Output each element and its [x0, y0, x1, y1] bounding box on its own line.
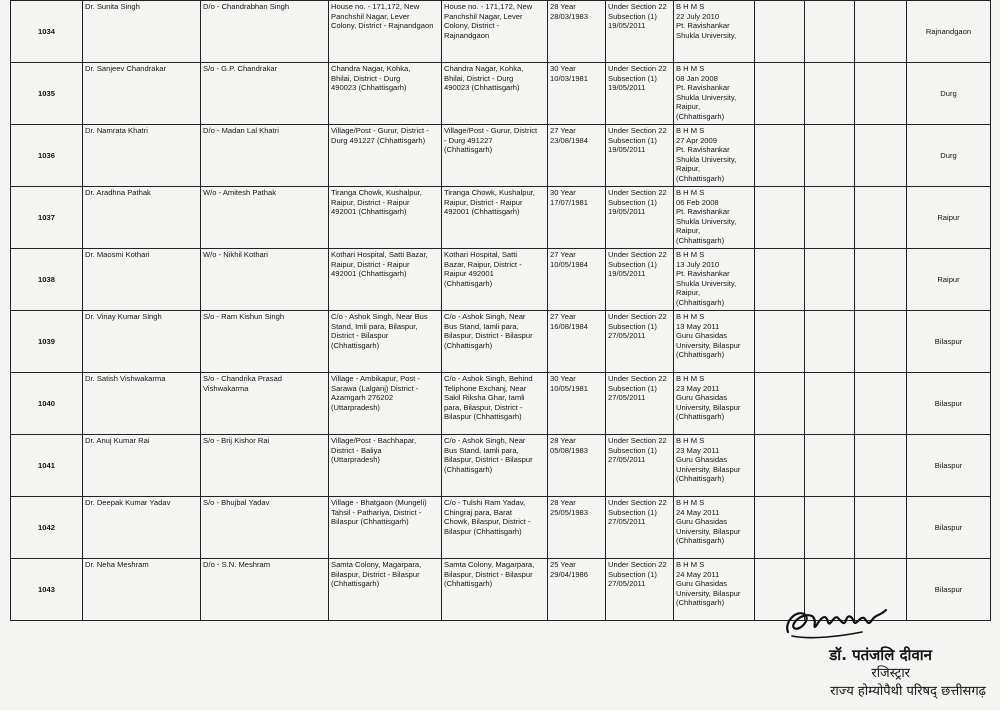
- empty-cell: [855, 187, 907, 249]
- qualification: B H M S 27 Apr 2009 Pt. Ravishankar Shukla University, Raipur, (Chhattisgarh): [674, 125, 755, 187]
- serial-number: 1042: [11, 497, 83, 559]
- registration-table: [10, 0, 991, 621]
- table-row: [11, 373, 991, 435]
- doctor-name: Dr. Sanjeev Chandrakar: [83, 63, 201, 125]
- correspondence-address: Chandra Nagar, Kohka, Bhilai, District - Durg 490023 (Chhattisgarh): [442, 63, 548, 125]
- empty-cell: [805, 435, 855, 497]
- table-row: [11, 125, 991, 187]
- empty-cell: [805, 125, 855, 187]
- correspondence-address: Samta Colony, Magarpara, Bilaspur, District - Bilaspur (Chhattisgarh): [442, 559, 548, 621]
- empty-cell: [755, 1, 805, 63]
- empty-cell: [755, 435, 805, 497]
- age-dob: 30 Year 10/05/1981: [548, 373, 606, 435]
- permanent-address: Village/Post - Gurur, District - Durg 491227 (Chhattisgarh): [329, 125, 442, 187]
- permanent-address: C/o - Ashok Singh, Near Bus Stand, Imli para, Bilaspur, District - Bilaspur (Chhattisgarh): [329, 311, 442, 373]
- relation-name: S/o - Brij Kishor Rai: [201, 435, 329, 497]
- table-row: [11, 497, 991, 559]
- relation-name: S/o - G.P. Chandrakar: [201, 63, 329, 125]
- serial-number: 1034: [11, 1, 83, 63]
- empty-cell: [855, 125, 907, 187]
- district: Raipur: [907, 187, 991, 249]
- district: Bilaspur: [907, 373, 991, 435]
- empty-cell: [855, 1, 907, 63]
- qualification: B H M S 13 July 2010 Pt. Ravishankar Shukla University, Raipur, (Chhattisgarh): [674, 249, 755, 311]
- correspondence-address: House no. - 171,172, New Panchshil Nagar, Lever Colony, District - Rajnandgaon: [442, 1, 548, 63]
- permanent-address: Kothari Hospital, Satti Bazar, Raipur, District - Raipur 492001 (Chhattisgarh): [329, 249, 442, 311]
- registration-section: Under Section 22 Subsection (1) 19/05/2011: [606, 249, 674, 311]
- permanent-address: Samta Colony, Magarpara, Bilaspur, District - Bilaspur (Chhattisgarh): [329, 559, 442, 621]
- relation-name: D/o - S.N. Meshram: [201, 559, 329, 621]
- age-dob: 27 Year 16/08/1984: [548, 311, 606, 373]
- permanent-address: Village/Post - Bachhapar, District - Baliya (Uttarpradesh): [329, 435, 442, 497]
- permanent-address: House no. - 171,172, New Panchshil Nagar, Lever Colony, District - Rajnandgaon: [329, 1, 442, 63]
- serial-number: 1041: [11, 435, 83, 497]
- qualification: B H M S 08 Jan 2008 Pt. Ravishankar Shukla University, Raipur, (Chhattisgarh): [674, 63, 755, 125]
- table-row: [11, 249, 991, 311]
- serial-number: 1040: [11, 373, 83, 435]
- doctor-name: Dr. Maosmi Kothari: [83, 249, 201, 311]
- correspondence-address: Kothari Hospital, Satti Bazar, Raipur, District - Raipur 492001 (Chhattisgarh): [442, 249, 548, 311]
- registrar-signature: [782, 596, 892, 644]
- registration-section: Under Section 22 Subsection (1) 19/05/2011: [606, 125, 674, 187]
- doctor-name: Dr. Neha Meshram: [83, 559, 201, 621]
- empty-cell: [805, 373, 855, 435]
- age-dob: 28 Year 28/03/1983: [548, 1, 606, 63]
- registration-section: Under Section 22 Subsection (1) 27/05/2011: [606, 373, 674, 435]
- doctor-name: Dr. Vinay Kumar Singh: [83, 311, 201, 373]
- district: Durg: [907, 125, 991, 187]
- empty-cell: [855, 435, 907, 497]
- empty-cell: [855, 63, 907, 125]
- empty-cell: [805, 1, 855, 63]
- district: Bilaspur: [907, 435, 991, 497]
- correspondence-address: C/o - Ashok Singh, Near Bus Stand, Iamli para, Bilaspur, District - Bilaspur (Chhattisgarh): [442, 311, 548, 373]
- permanent-address: Tiranga Chowk, Kushalpur, Raipur, District - Raipur 492001 (Chhattisgarh): [329, 187, 442, 249]
- district: Durg: [907, 63, 991, 125]
- empty-cell: [805, 497, 855, 559]
- correspondence-address: C/o - Ashok Singh, Near Bus Stand, Iamli para, Bilaspur, District - Bilaspur (Chhattisgarh): [442, 435, 548, 497]
- relation-name: S/o - Chandrika Prasad Vishwakarma: [201, 373, 329, 435]
- correspondence-address: Village/Post - Gurur, District - Durg 491227 (Chhattisgarh): [442, 125, 548, 187]
- empty-cell: [805, 311, 855, 373]
- qualification: B H M S 23 May 2011 Guru Ghasidas University, Bilaspur (Chhattisgarh): [674, 373, 755, 435]
- table-row: [11, 187, 991, 249]
- doctor-name: Dr. Namrata Khatri: [83, 125, 201, 187]
- qualification: B H M S 24 May 2011 Guru Ghasidas University, Bilaspur (Chhattisgarh): [674, 559, 755, 621]
- empty-cell: [805, 187, 855, 249]
- district: Raipur: [907, 249, 991, 311]
- empty-cell: [855, 497, 907, 559]
- serial-number: 1037: [11, 187, 83, 249]
- relation-name: D/o - Chandrabhan Singh: [201, 1, 329, 63]
- registration-section: Under Section 22 Subsection (1) 27/05/2011: [606, 559, 674, 621]
- age-dob: 28 Year 05/08/1983: [548, 435, 606, 497]
- serial-number: 1043: [11, 559, 83, 621]
- serial-number: 1038: [11, 249, 83, 311]
- correspondence-address: Tiranga Chowk, Kushalpur, Raipur, District - Raipur 492001 (Chhattisgarh): [442, 187, 548, 249]
- relation-name: W/o - Nikhil Kothari: [201, 249, 329, 311]
- empty-cell: [755, 125, 805, 187]
- qualification: B H M S 06 Feb 2008 Pt. Ravishankar Shukla University, Raipur, (Chhattisgarh): [674, 187, 755, 249]
- relation-name: S/o - Ram Kishun Singh: [201, 311, 329, 373]
- empty-cell: [755, 373, 805, 435]
- correspondence-address: C/o - Ashok Singh, Behind Teliphone Exchanj, Near Sakil Riksha Ghar, Iamli para, Bilaspur, District - Bilaspur (Chhattisgarh): [442, 373, 548, 435]
- empty-cell: [755, 497, 805, 559]
- relation-name: W/o - Amitesh Pathak: [201, 187, 329, 249]
- empty-cell: [755, 311, 805, 373]
- qualification: B H M S 22 July 2010 Pt. Ravishankar Shukla University,: [674, 1, 755, 63]
- age-dob: 25 Year 29/04/1986: [548, 559, 606, 621]
- registration-section: Under Section 22 Subsection (1) 27/05/2011: [606, 435, 674, 497]
- registrar-name: डॉ. पतंजलि दीवान: [829, 646, 932, 664]
- district: Bilaspur: [907, 497, 991, 559]
- empty-cell: [855, 373, 907, 435]
- registration-section: Under Section 22 Subsection (1) 19/05/2011: [606, 63, 674, 125]
- empty-cell: [855, 249, 907, 311]
- age-dob: 30 Year 10/03/1981: [548, 63, 606, 125]
- registration-section: Under Section 22 Subsection (1) 19/05/2011: [606, 1, 674, 63]
- empty-cell: [755, 187, 805, 249]
- registrar-title: रजिस्ट्रार: [871, 666, 910, 681]
- relation-name: S/o - Bhujbal Yadav: [201, 497, 329, 559]
- empty-cell: [805, 63, 855, 125]
- registration-section: Under Section 22 Subsection (1) 27/05/2011: [606, 497, 674, 559]
- permanent-address: Village - Bhatgaon (Mungeli) Tahsil - Pathariya, District - Bilaspur (Chhattisgarh): [329, 497, 442, 559]
- district: Rajnandgaon: [907, 1, 991, 63]
- registration-section: Under Section 22 Subsection (1) 19/05/2011: [606, 187, 674, 249]
- age-dob: 30 Year 17/07/1981: [548, 187, 606, 249]
- empty-cell: [855, 311, 907, 373]
- age-dob: 27 Year 23/08/1984: [548, 125, 606, 187]
- qualification: B H M S 23 May 2011 Guru Ghasidas University, Bilaspur (Chhattisgarh): [674, 435, 755, 497]
- qualification: B H M S 24 May 2011 Guru Ghasidas University, Bilaspur (Chhattisgarh): [674, 497, 755, 559]
- correspondence-address: C/o - Tulshi Ram Yadav, Chingraj para, Barat Chowk, Bilaspur, District - Bilaspur (Chhattisgarh): [442, 497, 548, 559]
- table-row: [11, 63, 991, 125]
- empty-cell: [755, 63, 805, 125]
- empty-cell: [805, 249, 855, 311]
- district: Bilaspur: [907, 559, 991, 621]
- signature-block: [720, 645, 990, 701]
- permanent-address: Chandra Nagar, Kohka, Bhilai, District - Durg 490023 (Chhattisgarh): [329, 63, 442, 125]
- table-row: [11, 1, 991, 63]
- district: Bilaspur: [907, 311, 991, 373]
- registration-section: Under Section 22 Subsection (1) 27/05/2011: [606, 311, 674, 373]
- doctor-name: Dr. Satish Vishwakarma: [83, 373, 201, 435]
- table-row: [11, 435, 991, 497]
- permanent-address: Village - Ambikapur, Post - Sarawa (Lalganj) District - Azamgarh 276202 (Uttarpradesh): [329, 373, 442, 435]
- doctor-name: Dr. Sunita Singh: [83, 1, 201, 63]
- age-dob: 27 Year 10/05/1984: [548, 249, 606, 311]
- serial-number: 1036: [11, 125, 83, 187]
- age-dob: 28 Year 25/05/1983: [548, 497, 606, 559]
- council-name: राज्य होम्योपैथी परिषद् छत्तीसगढ़: [830, 684, 986, 699]
- serial-number: 1035: [11, 63, 83, 125]
- qualification: B H M S 13 May 2011 Guru Ghasidas University, Bilaspur (Chhattisgarh): [674, 311, 755, 373]
- serial-number: 1039: [11, 311, 83, 373]
- empty-cell: [755, 249, 805, 311]
- doctor-name: Dr. Anuj Kumar Rai: [83, 435, 201, 497]
- doctor-name: Dr. Deepak Kumar Yadav: [83, 497, 201, 559]
- doctor-name: Dr. Aradhna Pathak: [83, 187, 201, 249]
- table-row: [11, 311, 991, 373]
- relation-name: D/o - Madan Lal Khatri: [201, 125, 329, 187]
